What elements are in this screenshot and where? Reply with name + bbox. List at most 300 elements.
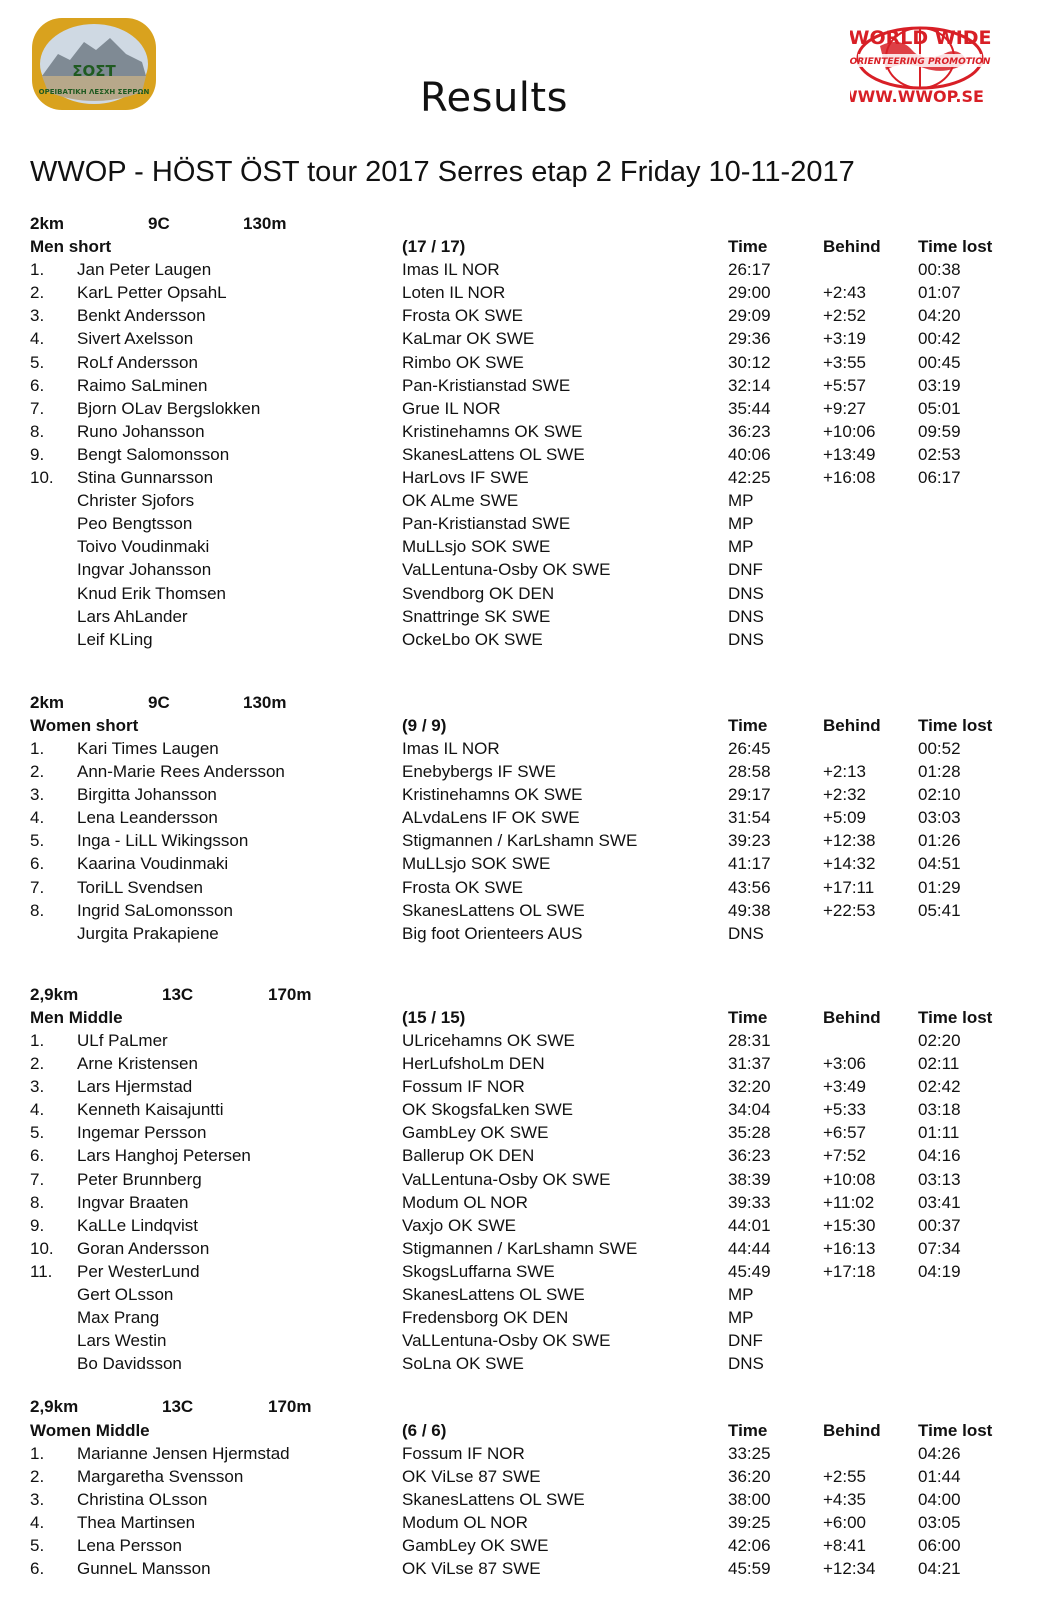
result-row <box>30 737 1040 760</box>
runner-club: OK ViLse 87 SWE <box>402 1466 541 1486</box>
course-distance: 2,9km <box>30 984 79 1004</box>
result-rank: 3. <box>30 1077 45 1097</box>
result-time: 42:06 <box>728 1535 771 1555</box>
result-time: 39:23 <box>728 831 771 851</box>
column-header-time: Time <box>728 715 768 735</box>
runner-club: GambLey OK SWE <box>402 1123 549 1143</box>
result-row <box>30 1488 1040 1511</box>
result-rank: 7. <box>30 398 45 418</box>
results-title: Results <box>420 75 568 121</box>
runner-club: SkanesLattens OL SWE <box>402 444 585 464</box>
result-row <box>30 489 1040 512</box>
runner-name: RoLf Andersson <box>77 352 198 372</box>
result-time: 26:17 <box>728 260 771 280</box>
result-rank: 3. <box>30 1489 45 1509</box>
result-time: MP <box>728 1308 754 1328</box>
result-rank: 2. <box>30 1054 45 1074</box>
result-row <box>30 1283 1040 1306</box>
class-count: (15 / 15) <box>402 1007 466 1027</box>
result-time: 32:14 <box>728 375 771 395</box>
result-time-lost: 03:18 <box>918 1100 961 1120</box>
runner-club: Frosta OK SWE <box>402 306 523 326</box>
result-rank: 6. <box>30 1559 45 1579</box>
class-block <box>30 983 1040 1376</box>
result-time: 31:37 <box>728 1054 771 1074</box>
runner-club: Modum OL NOR <box>402 1512 528 1532</box>
result-time: 44:44 <box>728 1238 771 1258</box>
class-header-row <box>30 1419 1040 1442</box>
result-behind: +17:11 <box>823 877 875 897</box>
class-name: Women short <box>30 715 139 735</box>
runner-club: VaLLentuna-Osby OK SWE <box>402 1331 611 1351</box>
runner-club: OK ViLse 87 SWE <box>402 1559 541 1579</box>
class-block <box>30 1395 1040 1580</box>
result-behind: +2:52 <box>823 306 867 326</box>
runner-club: Fredensborg OK DEN <box>402 1308 569 1328</box>
runner-club: Big foot Orienteers AUS <box>402 923 583 943</box>
runner-name: Lars AhLander <box>77 606 188 626</box>
runner-name: Goran Andersson <box>77 1238 210 1258</box>
class-count: (17 / 17) <box>402 237 466 257</box>
result-time-lost: 04:20 <box>918 306 961 326</box>
result-time: DNF <box>728 1331 763 1351</box>
runner-name: KarL Petter OpsahL <box>77 283 227 303</box>
runner-name: Lars Hjermstad <box>77 1077 193 1097</box>
result-rank: 5. <box>30 831 45 851</box>
result-behind: +3:19 <box>823 329 867 349</box>
result-time: 30:12 <box>728 352 771 372</box>
runner-club: MuLLsjo SOK SWE <box>402 854 551 874</box>
runner-club: Modum OL NOR <box>402 1192 528 1212</box>
result-time: MP <box>728 514 754 534</box>
runner-club: Vaxjo OK SWE <box>402 1215 516 1235</box>
result-time: 26:45 <box>728 738 771 758</box>
column-header-time-lost: Time lost <box>918 1007 993 1027</box>
result-row <box>30 1237 1040 1260</box>
result-rank: 2. <box>30 762 45 782</box>
course-distance: 2,9km <box>30 1397 79 1417</box>
runner-name: Peter Brunnberg <box>77 1169 202 1189</box>
result-time: 33:25 <box>728 1443 771 1463</box>
result-time: 39:25 <box>728 1512 771 1532</box>
result-behind: +13:49 <box>823 444 876 464</box>
runner-name: Leif KLing <box>77 629 153 649</box>
result-time: 45:59 <box>728 1559 771 1579</box>
result-row <box>30 258 1040 281</box>
column-header-behind: Behind <box>823 237 881 257</box>
result-row <box>30 1121 1040 1144</box>
result-behind: +2:43 <box>823 283 867 303</box>
result-row <box>30 1465 1040 1488</box>
course-info-row <box>30 1395 1040 1418</box>
result-rank: 5. <box>30 352 45 372</box>
runner-club: OK ALme SWE <box>402 491 519 511</box>
runner-name: Birgitta Johansson <box>77 785 217 805</box>
result-rank: 1. <box>30 738 45 758</box>
result-time: DNS <box>728 1354 764 1374</box>
result-row <box>30 351 1040 374</box>
runner-club: SkanesLattens OL SWE <box>402 900 585 920</box>
result-time-lost: 04:16 <box>918 1146 961 1166</box>
runner-club: Loten IL NOR <box>402 283 506 303</box>
wwop-logo <box>850 16 1040 116</box>
runner-club: SoLna OK SWE <box>402 1354 524 1374</box>
result-time: 29:00 <box>728 283 771 303</box>
result-time-lost: 01:07 <box>918 283 961 303</box>
class-block <box>30 691 1040 945</box>
result-rank: 8. <box>30 421 45 441</box>
result-rank: 10. <box>30 468 54 488</box>
result-time-lost: 00:42 <box>918 329 961 349</box>
runner-club: Pan-Kristianstad SWE <box>402 375 571 395</box>
result-time: 49:38 <box>728 900 771 920</box>
result-rank: 8. <box>30 900 45 920</box>
result-rank: 4. <box>30 808 45 828</box>
club-logo <box>30 14 158 114</box>
result-time-lost: 06:00 <box>918 1535 961 1555</box>
runner-name: GunneL Mansson <box>77 1559 211 1579</box>
runner-club: Kristinehamns OK SWE <box>402 785 583 805</box>
result-time: DNF <box>728 560 763 580</box>
runner-club: Fossum IF NOR <box>402 1443 525 1463</box>
result-row <box>30 397 1040 420</box>
result-row <box>30 582 1040 605</box>
class-count: (6 / 6) <box>402 1420 447 1440</box>
result-time-lost: 04:19 <box>918 1261 961 1281</box>
result-time-lost: 00:38 <box>918 260 961 280</box>
runner-name: Stina Gunnarsson <box>77 468 214 488</box>
result-time: DNS <box>728 583 764 603</box>
result-rank: 5. <box>30 1123 45 1143</box>
race-title: WWOP - HÖST ÖST tour 2017 Serres etap 2 Friday 10-11-2017 <box>30 156 855 188</box>
result-behind: +5:09 <box>823 808 867 828</box>
runner-name: Jurgita Prakapiene <box>77 923 219 943</box>
result-row <box>30 852 1040 875</box>
result-behind: +12:38 <box>823 831 876 851</box>
runner-name: Ingvar Johansson <box>77 560 212 580</box>
runner-club: Frosta OK SWE <box>402 877 523 897</box>
result-time: DNS <box>728 629 764 649</box>
result-rank: 7. <box>30 877 45 897</box>
runner-name: Inga - LiLL Wikingsson <box>77 831 249 851</box>
result-time: 36:23 <box>728 1146 771 1166</box>
result-time: 36:20 <box>728 1466 771 1486</box>
result-behind: +3:06 <box>823 1054 867 1074</box>
result-time: 35:28 <box>728 1123 771 1143</box>
result-behind: +2:32 <box>823 785 867 805</box>
class-header-row <box>30 714 1040 737</box>
course-controls: 9C <box>148 692 170 712</box>
result-row <box>30 760 1040 783</box>
runner-club: OckeLbo OK SWE <box>402 629 543 649</box>
runner-name: Per WesterLund <box>77 1261 200 1281</box>
runner-name: Max Prang <box>77 1308 160 1328</box>
course-distance: 2km <box>30 214 65 233</box>
result-time-lost: 00:52 <box>918 738 961 758</box>
result-time: 45:49 <box>728 1261 771 1281</box>
result-time-lost: 04:26 <box>918 1443 961 1463</box>
result-row <box>30 327 1040 350</box>
result-rank: 5. <box>30 1535 45 1555</box>
result-row <box>30 281 1040 304</box>
runner-name: Lars Westin <box>77 1331 167 1351</box>
runner-club: KaLmar OK SWE <box>402 329 535 349</box>
result-behind: +22:53 <box>823 900 876 920</box>
result-row <box>30 512 1040 535</box>
result-time-lost: 01:44 <box>918 1466 961 1486</box>
result-time-lost: 02:11 <box>918 1054 960 1074</box>
result-time: DNS <box>728 606 764 626</box>
result-rank: 9. <box>30 444 45 464</box>
result-behind: +10:08 <box>823 1169 876 1189</box>
runner-name: Ingrid SaLomonsson <box>77 900 233 920</box>
result-rank: 6. <box>30 1146 45 1166</box>
runner-club: Grue IL NOR <box>402 398 501 418</box>
result-row <box>30 1557 1040 1580</box>
runner-club: Rimbo OK SWE <box>402 352 524 372</box>
runner-name: Knud Erik Thomsen <box>77 583 226 603</box>
result-row <box>30 1098 1040 1121</box>
result-row <box>30 466 1040 489</box>
result-row <box>30 1144 1040 1167</box>
column-header-time-lost: Time lost <box>918 1420 993 1440</box>
course-climb: 170m <box>268 984 312 1004</box>
result-rank: 6. <box>30 375 45 395</box>
result-time-lost: 02:20 <box>918 1031 961 1050</box>
result-time: 28:31 <box>728 1031 771 1050</box>
column-header-time: Time <box>728 1007 768 1027</box>
column-header-time: Time <box>728 237 768 257</box>
result-behind: +15:30 <box>823 1215 876 1235</box>
course-info-row <box>30 212 1040 235</box>
runner-club: Svendborg OK DEN <box>402 583 555 603</box>
runner-name: ULf PaLmer <box>77 1031 168 1050</box>
result-row <box>30 1191 1040 1214</box>
svg-text:ORIENTEERING PROMOTION: ORIENTEERING PROMOTION <box>850 57 991 67</box>
result-row <box>30 1352 1040 1375</box>
runner-club: Stigmannen / KarLshamn SWE <box>402 831 638 851</box>
runner-club: HarLovs IF SWE <box>402 468 529 488</box>
svg-text:WORLD WIDE: WORLD WIDE <box>850 27 992 49</box>
result-time: DNS <box>728 923 764 943</box>
runner-club: Imas IL NOR <box>402 260 500 280</box>
result-time: 38:00 <box>728 1489 771 1509</box>
runner-name: Sivert Axelsson <box>77 329 194 349</box>
runner-club: Ballerup OK DEN <box>402 1146 535 1166</box>
result-row <box>30 1260 1040 1283</box>
runner-club: ALvdaLens IF OK SWE <box>402 808 580 828</box>
runner-name: Ingemar Persson <box>77 1123 207 1143</box>
result-behind: +2:55 <box>823 1466 867 1486</box>
result-time: 43:56 <box>728 877 771 897</box>
result-time-lost: 03:13 <box>918 1169 961 1189</box>
result-behind: +11:02 <box>823 1192 875 1212</box>
runner-club: SkogsLuffarna SWE <box>402 1261 555 1281</box>
runner-name: KaLLe Lindqvist <box>77 1215 198 1235</box>
runner-club: VaLLentuna-Osby OK SWE <box>402 560 611 580</box>
result-rank: 10. <box>30 1238 54 1258</box>
column-header-behind: Behind <box>823 1420 881 1440</box>
result-time: 34:04 <box>728 1100 771 1120</box>
runner-name: Christina OLsson <box>77 1489 208 1509</box>
course-info-row <box>30 691 1040 714</box>
result-time: 41:17 <box>728 854 771 874</box>
result-rank: 1. <box>30 1443 45 1463</box>
runner-name: Raimo SaLminen <box>77 375 208 395</box>
result-rank: 3. <box>30 306 45 326</box>
result-time-lost: 06:17 <box>918 468 961 488</box>
result-time: 38:39 <box>728 1169 771 1189</box>
result-row <box>30 1306 1040 1329</box>
result-rank: 1. <box>30 260 45 280</box>
result-time: 29:09 <box>728 306 771 326</box>
course-climb: 130m <box>243 692 287 712</box>
result-behind: +17:18 <box>823 1261 876 1281</box>
result-time: 44:01 <box>728 1215 771 1235</box>
result-behind: +8:41 <box>823 1535 867 1555</box>
column-header-time-lost: Time lost <box>918 237 993 257</box>
runner-name: Lena Persson <box>77 1535 182 1555</box>
result-row <box>30 1511 1040 1534</box>
result-row <box>30 899 1040 922</box>
result-time: 36:23 <box>728 421 771 441</box>
result-rank: 1. <box>30 1031 45 1050</box>
result-row <box>30 922 1040 945</box>
result-behind: +16:08 <box>823 468 876 488</box>
class-count: (9 / 9) <box>402 715 447 735</box>
result-row <box>30 1052 1040 1075</box>
result-time: 32:20 <box>728 1077 771 1097</box>
result-row <box>30 628 1040 651</box>
result-row <box>30 535 1040 558</box>
runner-club: SkanesLattens OL SWE <box>402 1285 585 1305</box>
result-rank: 2. <box>30 1466 45 1486</box>
result-time: MP <box>728 1285 754 1305</box>
result-behind: +16:13 <box>823 1238 876 1258</box>
runner-club: Fossum IF NOR <box>402 1077 525 1097</box>
result-row <box>30 829 1040 852</box>
result-time-lost: 01:26 <box>918 831 961 851</box>
result-behind: +3:55 <box>823 352 867 372</box>
result-time-lost: 04:21 <box>918 1559 961 1579</box>
class-header-row <box>30 1006 1040 1029</box>
result-row <box>30 783 1040 806</box>
column-header-time: Time <box>728 1420 768 1440</box>
runner-name: Arne Kristensen <box>77 1054 198 1074</box>
svg-text:ΣΟΣΤ: ΣΟΣΤ <box>72 62 116 80</box>
result-rank: 8. <box>30 1192 45 1212</box>
runner-club: OK SkogsfaLken SWE <box>402 1100 574 1120</box>
runner-name: Toivo Voudinmaki <box>77 537 210 557</box>
result-time-lost: 02:10 <box>918 785 961 805</box>
result-time: MP <box>728 491 754 511</box>
runner-name: Lena Leandersson <box>77 808 218 828</box>
course-climb: 130m <box>243 214 287 233</box>
result-time-lost: 02:42 <box>918 1077 961 1097</box>
runner-name: Margaretha Svensson <box>77 1466 244 1486</box>
result-time: 28:58 <box>728 762 771 782</box>
class-name: Women Middle <box>30 1420 150 1440</box>
runner-name: Ann-Marie Rees Andersson <box>77 762 285 782</box>
class-header-row <box>30 235 1040 258</box>
result-rank: 6. <box>30 854 45 874</box>
result-time-lost: 09:59 <box>918 421 961 441</box>
runner-name: Jan Peter Laugen <box>77 260 212 280</box>
result-behind: +6:00 <box>823 1512 867 1532</box>
result-row <box>30 304 1040 327</box>
svg-text:WWW.WWOP.SE: WWW.WWOP.SE <box>850 87 984 106</box>
result-time-lost: 00:45 <box>918 352 961 372</box>
result-row <box>30 1329 1040 1352</box>
result-time-lost: 00:37 <box>918 1215 961 1235</box>
result-row <box>30 605 1040 628</box>
result-time: 42:25 <box>728 468 771 488</box>
result-row <box>30 1442 1040 1465</box>
runner-club: Stigmannen / KarLshamn SWE <box>402 1238 638 1258</box>
runner-club: Imas IL NOR <box>402 738 500 758</box>
result-rank: 4. <box>30 329 45 349</box>
runner-name: Gert OLsson <box>77 1285 174 1305</box>
runner-club: HerLufshoLm DEN <box>402 1054 545 1074</box>
class-block <box>30 212 1040 651</box>
result-time: 39:33 <box>728 1192 771 1212</box>
result-row <box>30 1214 1040 1237</box>
result-behind: +7:52 <box>823 1146 867 1166</box>
class-name: Men short <box>30 237 112 257</box>
result-behind: +5:33 <box>823 1100 867 1120</box>
runner-club: MuLLsjo SOK SWE <box>402 537 551 557</box>
runner-club: Snattringe SK SWE <box>402 606 551 626</box>
results-list <box>30 212 1040 1580</box>
course-controls: 9C <box>148 214 170 233</box>
result-rank: 2. <box>30 283 45 303</box>
column-header-behind: Behind <box>823 715 881 735</box>
result-time-lost: 03:41 <box>918 1192 961 1212</box>
runner-club: Kristinehamns OK SWE <box>402 421 583 441</box>
result-row <box>30 806 1040 829</box>
runner-name: Benkt Andersson <box>77 306 206 326</box>
result-time: 29:17 <box>728 785 771 805</box>
result-row <box>30 374 1040 397</box>
result-time-lost: 03:05 <box>918 1512 961 1532</box>
runner-name: Runo Johansson <box>77 421 205 441</box>
runner-name: Kenneth Kaisajuntti <box>77 1100 224 1120</box>
result-time: MP <box>728 537 754 557</box>
result-time: 31:54 <box>728 808 771 828</box>
runner-name: Bo Davidsson <box>77 1354 182 1374</box>
result-time-lost: 01:29 <box>918 877 961 897</box>
result-rank: 3. <box>30 785 45 805</box>
runner-club: Pan-Kristianstad SWE <box>402 514 571 534</box>
runner-club: Enebybergs IF SWE <box>402 762 557 782</box>
column-header-time-lost: Time lost <box>918 715 993 735</box>
runner-name: Kaarina Voudinmaki <box>77 854 229 874</box>
course-climb: 170m <box>268 1397 312 1417</box>
result-rank: 11. <box>30 1261 53 1281</box>
runner-name: ToriLL Svendsen <box>77 877 204 897</box>
runner-club: GambLey OK SWE <box>402 1535 549 1555</box>
result-time-lost: 02:53 <box>918 444 961 464</box>
result-behind: +5:57 <box>823 375 867 395</box>
runner-name: Kari Times Laugen <box>77 738 219 758</box>
result-time-lost: 05:41 <box>918 900 961 920</box>
runner-name: Bengt Salomonsson <box>77 444 230 464</box>
result-row <box>30 1075 1040 1098</box>
result-behind: +14:32 <box>823 854 876 874</box>
class-name: Men Middle <box>30 1007 123 1027</box>
result-time: 40:06 <box>728 444 771 464</box>
result-row <box>30 558 1040 581</box>
